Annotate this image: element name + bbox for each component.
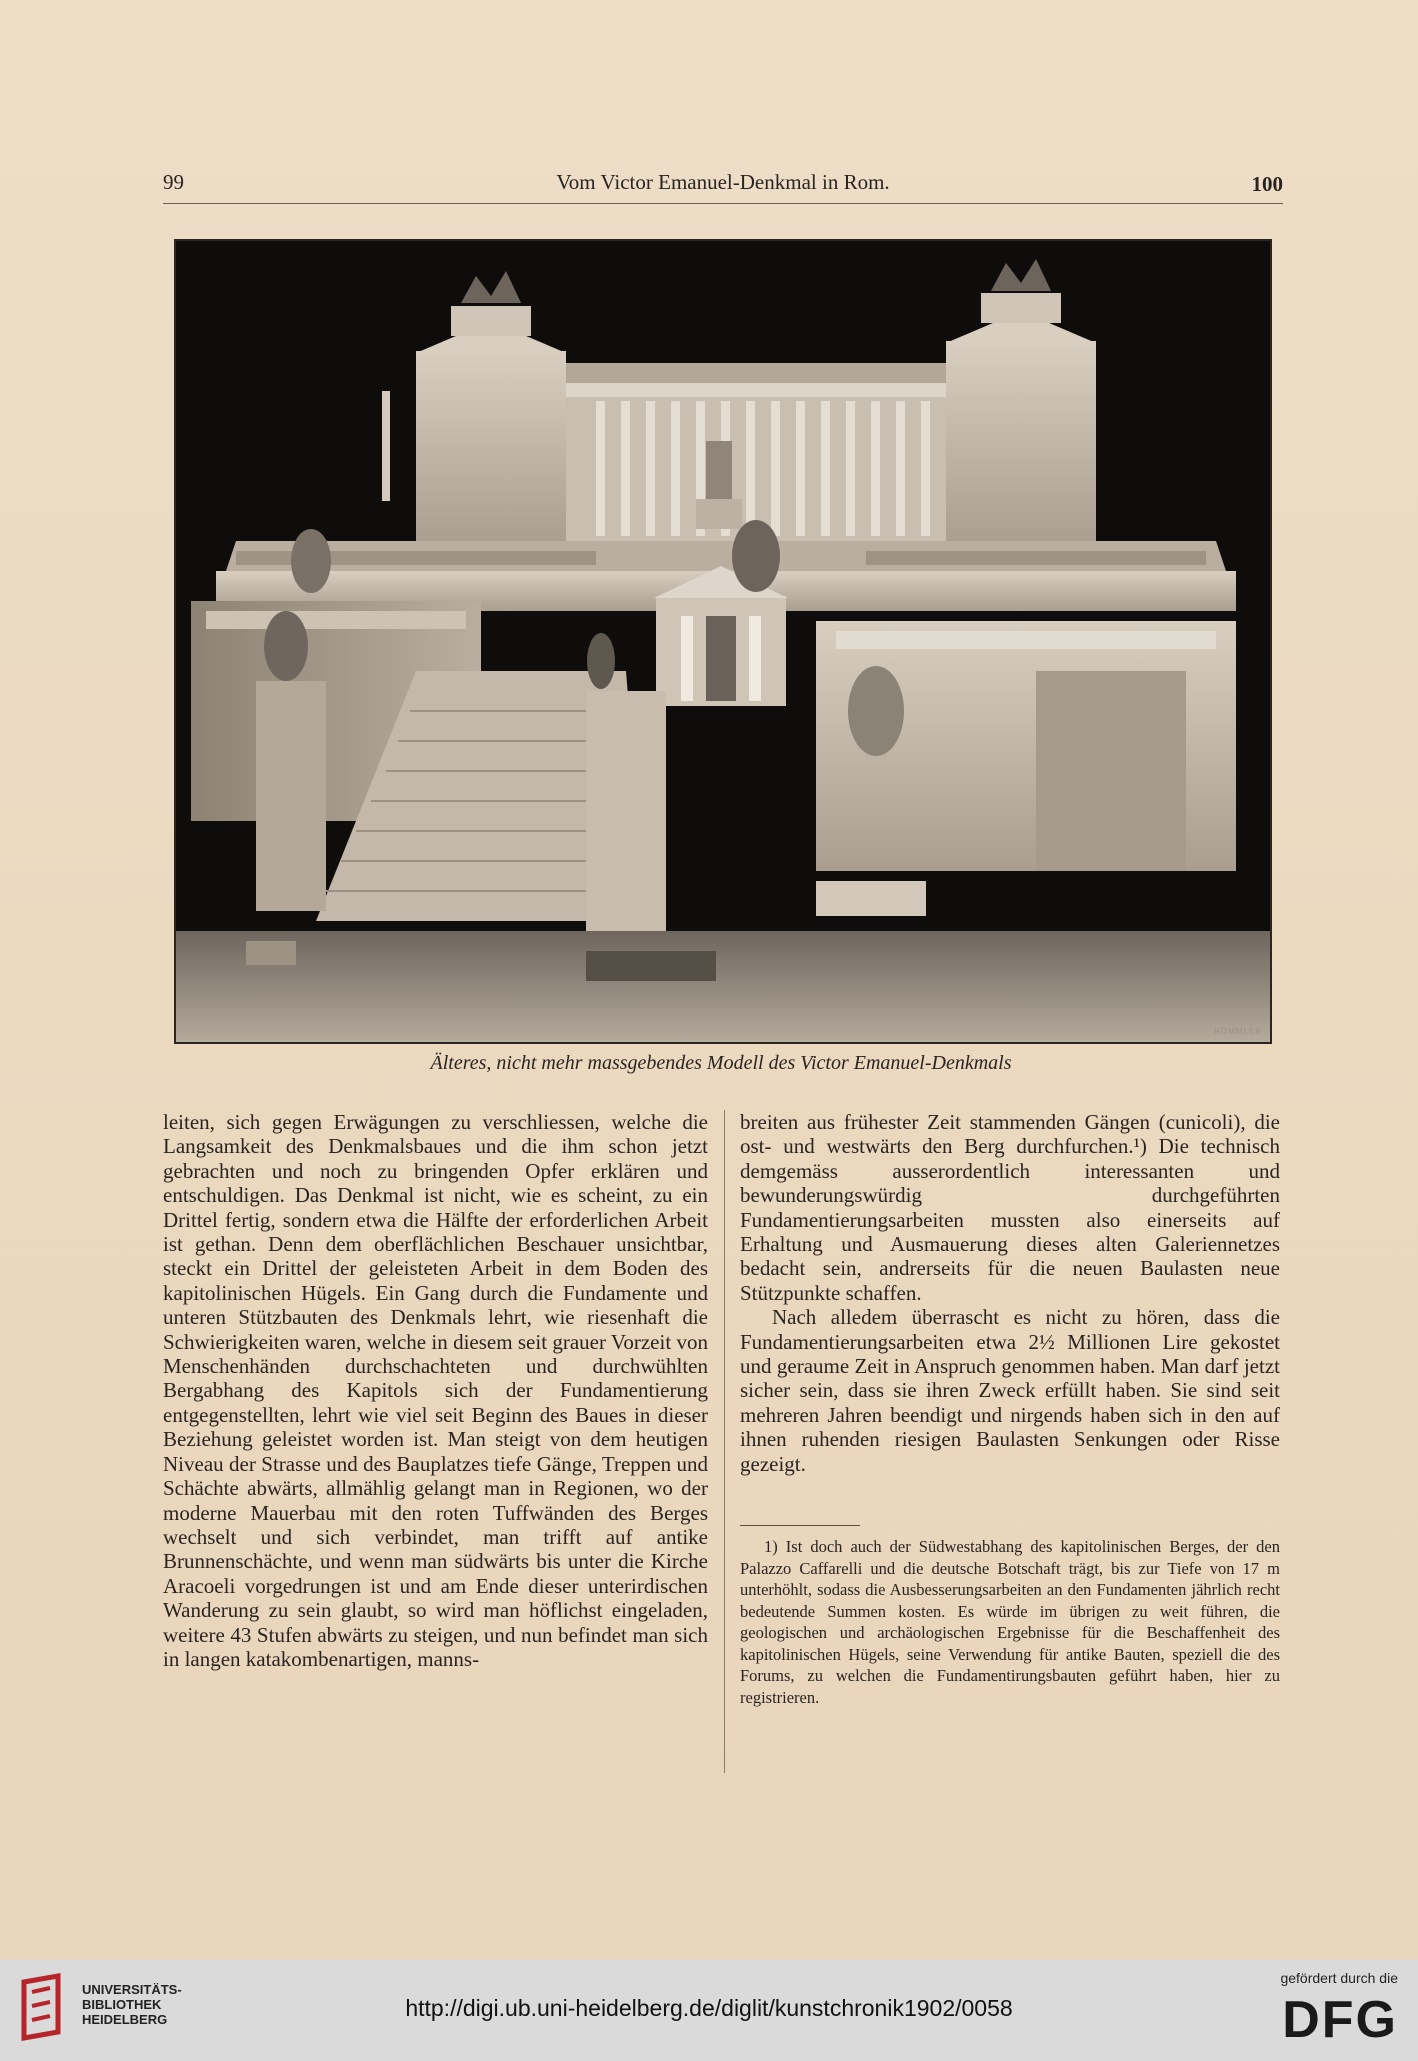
page-number-left: 99 [163,170,184,194]
library-name-line-2: BIBLIOTHEK [82,1997,162,2012]
funding-note: gefördert durch die [1280,1970,1398,1986]
page-number-right: 100 [1251,172,1283,196]
running-title: Vom Victor Emanuel-Denkmal in Rom. [556,170,890,194]
left-column-text: leiten, sich gegen Erwägungen zu verschliessen, welche die Langsamkeit des Denkmalsbaues und die ihm schon jetzt gebrachten und noch zu bringenden Opfer erklären und entschuldigen. Das Denkmal ist nicht, wie es scheint, zu ein Drittel fertig, sondern etwa die Hälfte der erforderlichen Arbeit ist gethan. Denn dem oberflächlichen Beschauer unsichtbar, steckt ein Drittel der geleisteten Arbeit in dem Boden des kapitolinischen Hügels. Ein Gang durch die Fundamente und unteren Stützbauten des Denkmals lehrt, wie riesenhaft die Schwierigkeiten waren, welche in diesem seit grauer Vorzeit von Menschenhänden durchschachteten und durchwühlten Bergabhang des Kapitols sich der Fundamentierung entgegenstellten, lehrt wie viel seit Beginn des Baues in dieser Beziehung geleistet worden ist. Man steigt von dem heutigen Niveau der Strasse und des Bauplatzes tiefe Gänge, Treppen und Schächte abwärts, allmählig gelangt man in Regionen, wo der moderne Mauerbau mit den roten Tuffwänden des Berges wechselt und sich verbindet, man trifft auf antike Brunnenschächte, und wenn man südwärts bis unter die Kirche Aracoeli vorgedrungen ist und am Ende dieser unterirdischen Wanderung zu sein glaubt, so wird man höflichst eingeladen, weitere 43 Stufen abwärts zu steigen, und nun befindet man sich in langen katakombenartigen, manns- [163,1110,708,1671]
dfg-logo: DFG [1282,1991,1398,2049]
running-header [163,166,1283,206]
header-rule [163,203,1283,204]
permalink-url[interactable]: http://digi.ub.uni-heidelberg.de/diglit/kunstchronik1902/0058 [405,1995,1013,2021]
right-column-paragraph-1: breiten aus frühester Zeit stammenden Gängen (cunicoli), die ost- und westwärts den Berg durchfurchen.¹) Die technisch demgemäss ausserordentlich interessanten und bewunderungswürdig durchgeführten Fundamentierungsarbeiten mussten also einerseits auf Erhaltung und Ausmauerung dieses alten Galeriennetzes bedacht sein, andrerseits für die neuen Baulasten neue Stützpunkte schaffen. [740,1110,1280,1305]
right-column [740,1110,1280,1476]
footnote: 1) Ist doch auch der Südwestabhang des kapitolinischen Berges, der den Palazzo Caffarelli und die deutsche Botschaft trägt, bis zur Tiefe von 17 m unterhöhlt, sodass die Ausbesserungsarbeiten an den Fundamenten jährlich recht bedeutende Summen kosten. Es würde im übrigen zu weit führen, die geologischen und archäologischen Ergebnisse für die Beschaffenheit des kapitolinischen Hügels, seine Verwendung für antike Bauten, speziell die des Forums, zu welchen die Fundamentirungsbauten geführt haben, hier zu registrieren. [740,1537,1280,1707]
photographer-mark: RÖMMLER [1214,1027,1262,1036]
figure-caption: Älteres, nicht mehr massgebendes Modell des Victor Emanuel-Denkmals [430,1052,1012,1074]
left-column [163,1110,708,1671]
footnote-rule [740,1525,860,1526]
digitization-footer [0,1960,1418,2061]
library-name-line-3: HEIDELBERG [82,2012,168,2027]
library-name-line-1: UNIVERSITÄTS- [82,1982,182,1997]
column-divider [724,1110,725,1773]
monument-model-illustration [176,241,1270,1042]
monument-photograph [174,239,1272,1044]
right-column-paragraph-2: Nach alledem überrascht es nicht zu hören, dass die Fundamentierungsarbeiten etwa 2½ Millionen Lire gekostet und geraume Zeit in Anspruch genommen haben. Man darf jetzt sicher sein, dass sie ihren Zweck erfüllt haben. Sie sind seit mehreren Jahren beendigt und nirgends haben sich in den auf ihnen ruhenden riesigen Baulasten Senkungen oder Risse gezeigt. [740,1305,1280,1476]
